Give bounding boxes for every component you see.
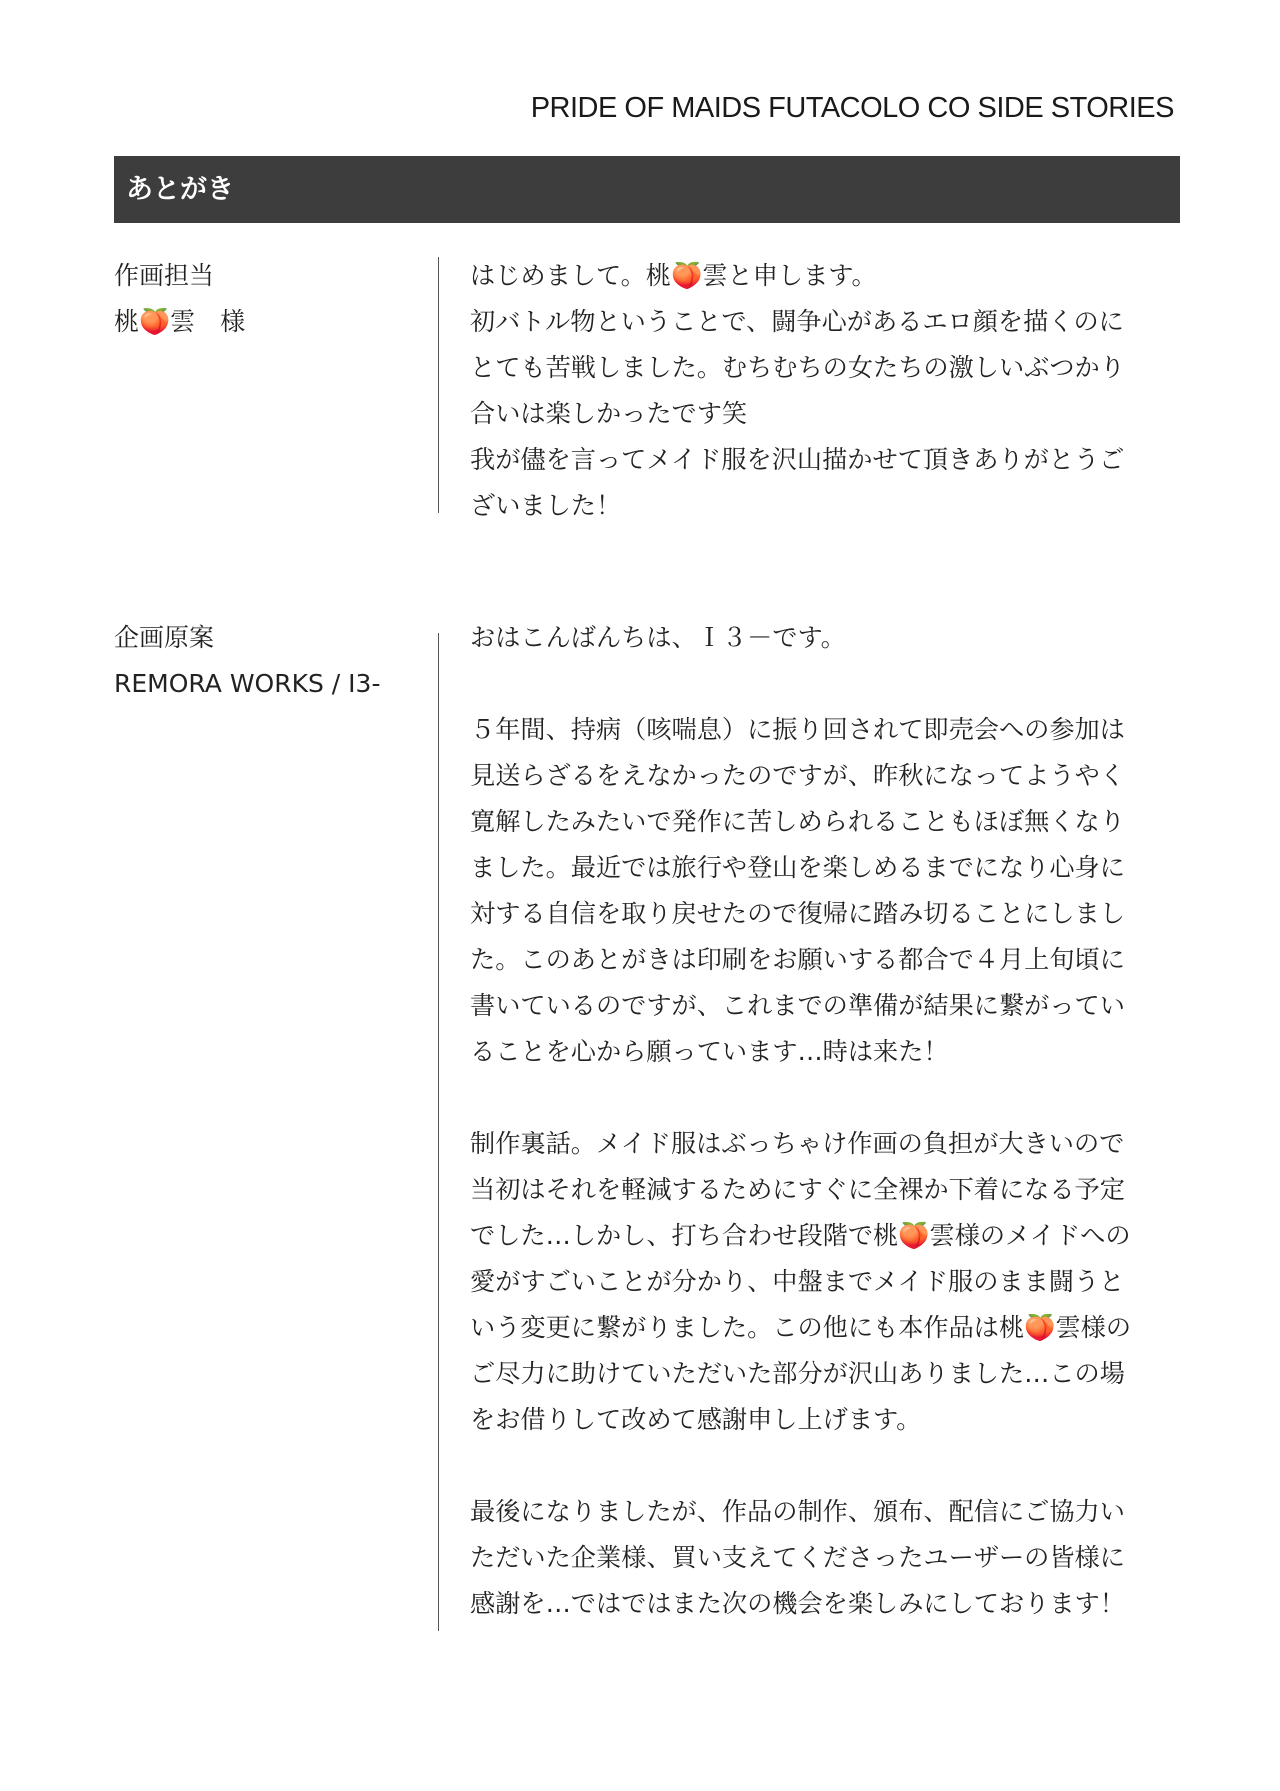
- paragraph-gap: [470, 1075, 1180, 1121]
- message-line: ることを心から願っています…時は来た！: [470, 1037, 949, 1066]
- credit-role: 企画原案: [114, 623, 215, 652]
- message-line: はじめまして。桃🍑雲と申します。: [470, 261, 877, 290]
- message-line: ただいた企業様、買い支えてくださったユーザーの皆様に: [470, 1543, 1125, 1572]
- paragraph-gap: [470, 1443, 1180, 1489]
- paragraph-gap: [470, 661, 1180, 707]
- message-line: 愛がすごいことが分かり、中盤までメイド服のまま闘うと: [470, 1267, 1125, 1296]
- credit-role: 作画担当: [114, 261, 215, 290]
- message-line: 我が儘を言ってメイド服を沢山描かせて頂きありがとうご: [470, 445, 1125, 474]
- message-line: いう変更に繋がりました。この他にも本作品は桃🍑雲様の: [470, 1313, 1132, 1342]
- message-line: 初バトル物ということで、闘争心があるエロ顔を描くのに: [470, 307, 1124, 336]
- message-line: ざいました！: [470, 491, 622, 520]
- afterword-message: [470, 253, 1180, 529]
- message-line: 感謝を…ではではまた次の機会を楽しみにしております！: [470, 1589, 1125, 1618]
- message-line: でした…しかし、打ち合わせ段階で桃🍑雲様のメイドへの: [470, 1221, 1131, 1250]
- column-divider: [438, 257, 439, 513]
- message-line: とても苦戦しました。むちむちの女たちの激しいぶつかり: [470, 353, 1125, 382]
- afterword-message: [470, 615, 1180, 1627]
- section-title: あとがき: [126, 174, 234, 205]
- message-line: ご尽力に助けていただいた部分が沢山ありました…この場: [470, 1359, 1125, 1388]
- message-line: 最後になりましたが、作品の制作、頒布、配信にご協力い: [470, 1497, 1125, 1526]
- message-line: 合いは楽しかったです笑: [470, 399, 748, 428]
- page-header: PRIDE OF MAIDS FUTACOLO CO SIDE STORIES: [530, 92, 1174, 124]
- message-line: た。このあとがきは印刷をお願いする都合で４月上旬頃に: [470, 945, 1125, 974]
- message-line: 書いているのですが、これまでの準備が結果に繋がってい: [470, 991, 1125, 1020]
- credit-block: [114, 253, 414, 345]
- message-line: をお借りして改めて感謝申し上げます。: [470, 1405, 922, 1434]
- message-line: 寛解したみたいで発作に苦しめられることもほぼ無くなり: [470, 807, 1125, 836]
- message-line: ５年間、持病（咳喘息）に振り回されて即売会への参加は: [470, 715, 1125, 744]
- message-line: 見送らざるをえなかったのですが、昨秋になってようやく: [470, 761, 1125, 790]
- credit-name: REMORA WORKS / I3-: [114, 669, 381, 698]
- message-line: ました。最近では旅行や登山を楽しめるまでになり心身に: [470, 853, 1125, 882]
- message-line: 当初はそれを軽減するためにすぐに全裸か下着になる予定: [470, 1175, 1125, 1204]
- message-line: 対する自信を取り戻せたので復帰に踏み切ることにしまし: [470, 899, 1125, 928]
- section-title-bar: [114, 156, 1180, 223]
- message-line: 制作裏話。メイド服はぶっちゃけ作画の負担が大きいので: [470, 1129, 1125, 1158]
- credit-name: 桃🍑雲 様: [114, 307, 246, 336]
- column-divider: [438, 633, 439, 1631]
- message-line: おはこんばんちは、Ｉ３－です。: [470, 623, 846, 652]
- credit-block: [114, 615, 414, 707]
